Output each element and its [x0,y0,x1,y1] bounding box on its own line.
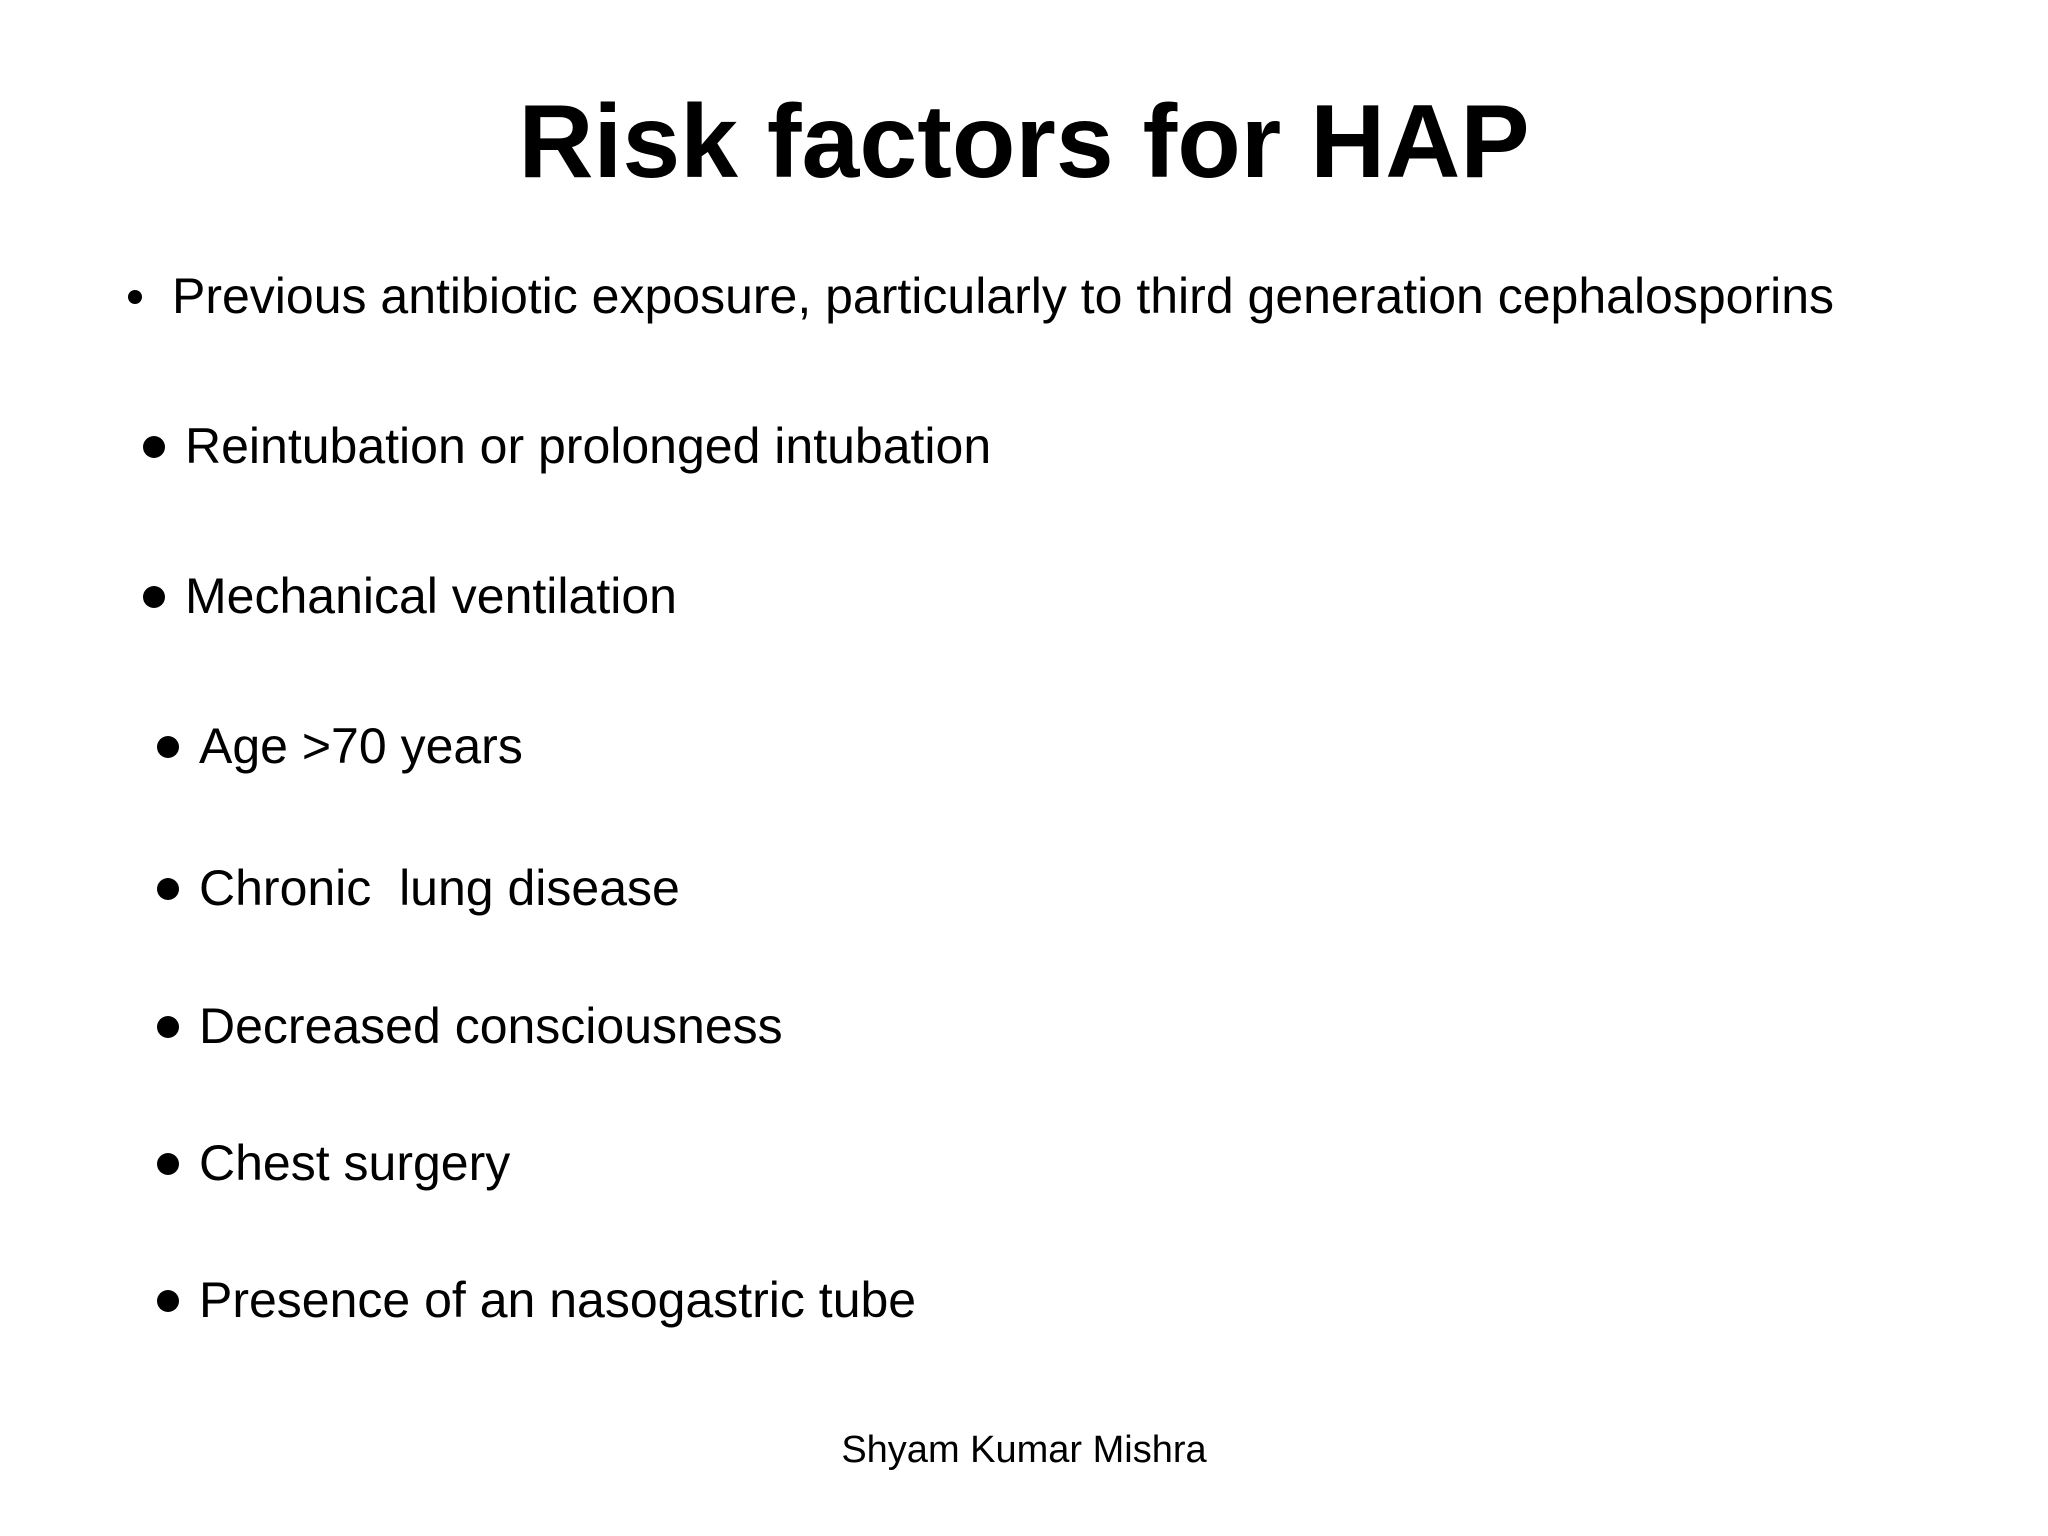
bullet-text: Presence of an nasogastric tube [199,1272,917,1328]
bullet-item-nasogastric-tube [157,1270,916,1330]
bullet-item-decreased-consciousness [157,996,783,1056]
bullet-item-chest-surgery [157,1133,510,1193]
bullet-text: Reintubation or prolonged intubation [185,418,992,474]
slide-title: Risk factors for HAP [518,84,1530,200]
bullet-point-icon [157,1153,179,1175]
bullet-point-icon [143,586,165,608]
bullet-point-icon [157,1016,179,1038]
bullet-point-icon [128,290,142,304]
bullet-text: Decreased consciousness [199,998,783,1054]
slide-footer-author: Shyam Kumar Mishra [841,1429,1207,1471]
bullet-item-antibiotic-exposure [128,266,1834,326]
bullet-text: Age >70 years [199,718,523,774]
bullet-text: Chest surgery [199,1135,511,1191]
bullet-item-chronic-lung-disease [157,858,680,918]
bullet-item-mechanical-ventilation [143,566,677,626]
bullet-point-icon [157,1290,179,1312]
bullet-text: Mechanical ventilation [185,568,677,624]
bullet-point-icon [143,436,165,458]
bullet-text: Chronic lung disease [199,860,680,916]
bullet-point-icon [157,736,179,758]
bullet-text: Previous antibiotic exposure, particularly to third generation cephalosporins [172,268,1835,324]
bullet-item-age [157,716,523,776]
bullet-item-intubation [143,416,991,476]
bullet-point-icon [157,878,179,900]
